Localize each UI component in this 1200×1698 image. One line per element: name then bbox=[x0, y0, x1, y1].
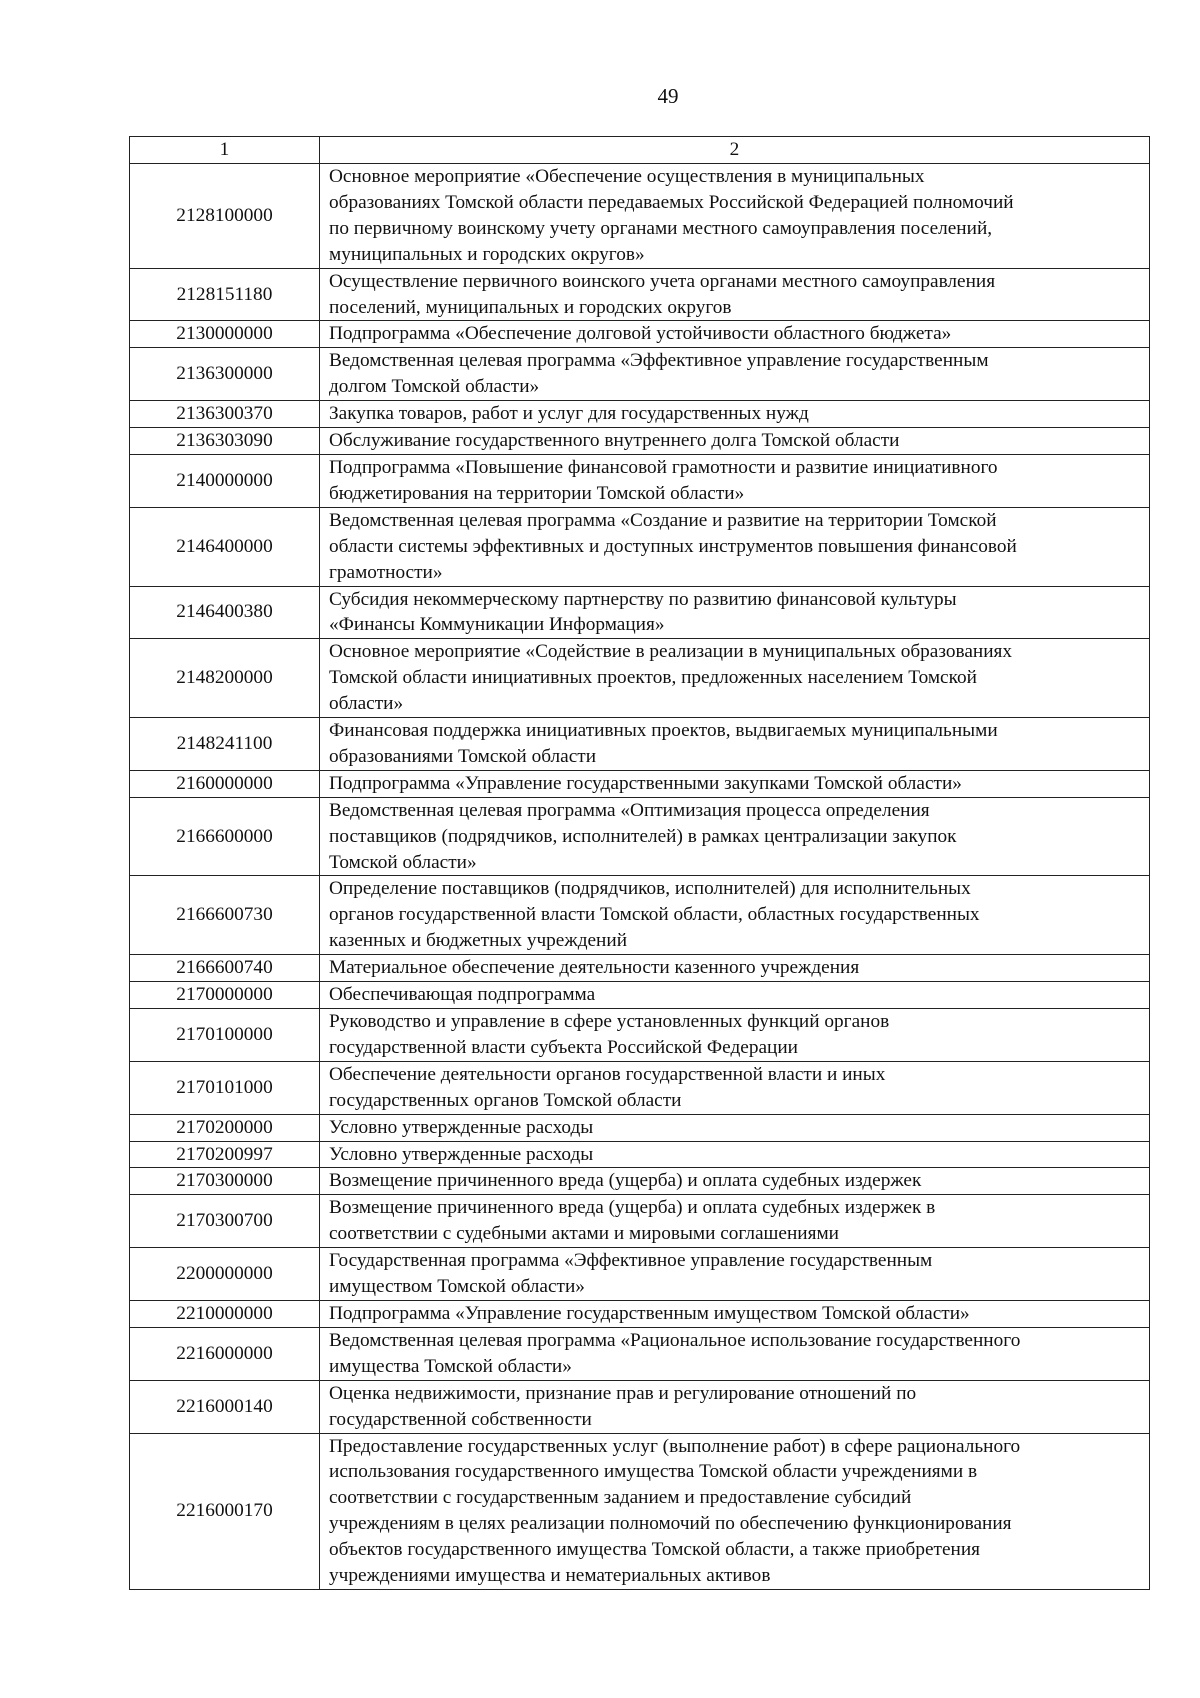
table-row bbox=[130, 770, 1150, 797]
description-line: «Финансы Коммуникации Информация» bbox=[329, 614, 665, 636]
description-line: Возмещение причиненного вреда (ущерба) и оплата судебных издержек в bbox=[329, 1197, 936, 1219]
row-description bbox=[320, 1168, 1150, 1195]
description-line: использования государственного имущества Томской области учреждениями в bbox=[329, 1461, 978, 1483]
row-description bbox=[320, 401, 1150, 428]
table-row bbox=[130, 164, 1150, 269]
table-row bbox=[130, 1327, 1150, 1380]
description-line: Томской области инициативных проектов, предложенных населением Томской bbox=[329, 667, 977, 689]
row-description bbox=[320, 348, 1150, 401]
description-line: государственной власти субъекта Российской Федерации bbox=[329, 1036, 798, 1058]
row-description bbox=[320, 1195, 1150, 1248]
description-line: Ведомственная целевая программа «Оптимизация процесса определения bbox=[329, 799, 930, 821]
table-row bbox=[130, 955, 1150, 982]
row-description bbox=[320, 1248, 1150, 1301]
description-line: казенных и бюджетных учреждений bbox=[329, 930, 628, 952]
table-row bbox=[130, 401, 1150, 428]
table-row bbox=[130, 1195, 1150, 1248]
row-code: 2170200000 bbox=[130, 1114, 320, 1141]
description-line: грамотности» bbox=[329, 561, 443, 583]
row-description bbox=[320, 586, 1150, 639]
table-row bbox=[130, 586, 1150, 639]
description-line: Подпрограмма «Обеспечение долговой устойчивости областного бюджета» bbox=[329, 323, 952, 345]
table-row bbox=[130, 876, 1150, 955]
row-description bbox=[320, 428, 1150, 455]
row-code: 2170000000 bbox=[130, 982, 320, 1009]
row-description bbox=[320, 982, 1150, 1009]
row-code: 2136300370 bbox=[130, 401, 320, 428]
table-row bbox=[130, 1061, 1150, 1114]
row-code: 2128100000 bbox=[130, 164, 320, 269]
table-row bbox=[130, 797, 1150, 876]
table-row bbox=[130, 454, 1150, 507]
description-line: Подпрограмма «Управление государственными закупками Томской области» bbox=[329, 772, 962, 794]
page-number: 49 bbox=[657, 84, 679, 108]
description-line: учреждениями имущества и нематериальных активов bbox=[329, 1565, 771, 1587]
row-description bbox=[320, 1009, 1150, 1062]
row-code: 2216000140 bbox=[130, 1380, 320, 1433]
description-line: Предоставление государственных услуг (выполнение работ) в сфере рационального bbox=[329, 1435, 1021, 1457]
row-code: 2146400000 bbox=[130, 507, 320, 586]
description-line: Субсидия некоммерческому партнерству по развитию финансовой культуры bbox=[329, 588, 957, 610]
row-code: 2166600740 bbox=[130, 955, 320, 982]
row-code: 2148200000 bbox=[130, 639, 320, 718]
table-row bbox=[130, 321, 1150, 348]
row-description bbox=[320, 268, 1150, 321]
description-line: Возмещение причиненного вреда (ущерба) и оплата судебных издержек bbox=[329, 1170, 922, 1192]
description-line: Подпрограмма «Повышение финансовой грамотности и развитие инициативного bbox=[329, 456, 998, 478]
row-code: 2200000000 bbox=[130, 1248, 320, 1301]
table-row bbox=[130, 507, 1150, 586]
description-line: соответствии с судебными актами и мировыми соглашениями bbox=[329, 1223, 839, 1245]
description-line: имущества Томской области» bbox=[329, 1355, 572, 1377]
table-row bbox=[130, 1380, 1150, 1433]
row-description bbox=[320, 955, 1150, 982]
description-line: Обслуживание государственного внутреннего долга Томской области bbox=[329, 430, 900, 452]
table-row bbox=[130, 348, 1150, 401]
table-row bbox=[130, 1009, 1150, 1062]
row-description bbox=[320, 1141, 1150, 1168]
row-description bbox=[320, 1327, 1150, 1380]
description-line: Материальное обеспечение деятельности казенного учреждения bbox=[329, 957, 860, 979]
description-line: области системы эффективных и доступных инструментов повышения финансовой bbox=[329, 535, 1017, 557]
row-description bbox=[320, 164, 1150, 269]
description-line: имуществом Томской области» bbox=[329, 1276, 585, 1298]
description-line: муниципальных и городских округов» bbox=[329, 243, 645, 265]
description-line: государственной собственности bbox=[329, 1408, 592, 1430]
description-line: поставщиков (подрядчиков, исполнителей) в рамках централизации закупок bbox=[329, 825, 957, 847]
table-row bbox=[130, 639, 1150, 718]
description-line: Обеспечение деятельности органов государственной власти и иных bbox=[329, 1063, 886, 1085]
row-code: 2170100000 bbox=[130, 1009, 320, 1062]
description-line: объектов государственного имущества Томской области, а также приобретения bbox=[329, 1539, 981, 1561]
description-line: Определение поставщиков (подрядчиков, исполнителей) для исполнительных bbox=[329, 878, 971, 900]
description-line: органов государственной власти Томской области, областных государственных bbox=[329, 904, 980, 926]
row-code: 2146400380 bbox=[130, 586, 320, 639]
row-code: 2148241100 bbox=[130, 718, 320, 771]
table-row bbox=[130, 1248, 1150, 1301]
description-line: Основное мероприятие «Обеспечение осуществления в муниципальных bbox=[329, 166, 925, 187]
table-row bbox=[130, 1300, 1150, 1327]
description-line: области» bbox=[329, 693, 404, 715]
description-line: Оценка недвижимости, признание прав и регулирование отношений по bbox=[329, 1382, 917, 1404]
row-description bbox=[320, 507, 1150, 586]
description-line: Обеспечивающая подпрограмма bbox=[329, 984, 596, 1006]
description-line: образованиями Томской области bbox=[329, 745, 597, 767]
description-line: долгом Томской области» bbox=[329, 376, 540, 398]
column-header-2: 2 bbox=[320, 137, 1150, 164]
row-description bbox=[320, 770, 1150, 797]
row-description bbox=[320, 321, 1150, 348]
row-code: 2136300000 bbox=[130, 348, 320, 401]
table-row bbox=[130, 1141, 1150, 1168]
row-code: 2216000000 bbox=[130, 1327, 320, 1380]
row-code: 2170300700 bbox=[130, 1195, 320, 1248]
row-code: 2170200997 bbox=[130, 1141, 320, 1168]
description-line: Финансовая поддержка инициативных проектов, выдвигаемых муниципальными bbox=[329, 720, 998, 742]
description-line: Условно утвержденные расходы bbox=[329, 1116, 594, 1138]
row-code: 2166600730 bbox=[130, 876, 320, 955]
row-description bbox=[320, 639, 1150, 718]
description-line: бюджетирования на территории Томской области» bbox=[329, 482, 745, 504]
row-code: 2170300000 bbox=[130, 1168, 320, 1195]
row-description bbox=[320, 1300, 1150, 1327]
row-code: 2130000000 bbox=[130, 321, 320, 348]
row-code: 2140000000 bbox=[130, 454, 320, 507]
description-line: поселений, муниципальных и городских округов bbox=[329, 296, 732, 318]
description-line: образованиях Томской области передаваемых Российской Федерацией полномочий bbox=[329, 191, 1014, 213]
table-row bbox=[130, 1114, 1150, 1141]
table-row bbox=[130, 982, 1150, 1009]
table-row bbox=[130, 718, 1150, 771]
row-description bbox=[320, 876, 1150, 955]
description-line: Руководство и управление в сфере установленных функций органов bbox=[329, 1011, 890, 1032]
budget-code-table bbox=[129, 136, 1150, 1590]
row-code: 2216000170 bbox=[130, 1433, 320, 1589]
table-row bbox=[130, 428, 1150, 455]
table-row bbox=[130, 1433, 1150, 1589]
description-line: Основное мероприятие «Содействие в реализации в муниципальных образованиях bbox=[329, 641, 1013, 663]
row-code: 2128151180 bbox=[130, 268, 320, 321]
table-row bbox=[130, 268, 1150, 321]
table-header-row bbox=[130, 137, 1150, 164]
row-code: 2170101000 bbox=[130, 1061, 320, 1114]
description-line: учреждениям в целях реализации полномочий по обеспечению функционирования bbox=[329, 1513, 1012, 1535]
description-line: Закупка товаров, работ и услуг для государственных нужд bbox=[329, 403, 809, 425]
description-line: по первичному воинскому учету органами местного самоуправления поселений, bbox=[329, 217, 993, 239]
row-code: 2210000000 bbox=[130, 1300, 320, 1327]
column-header-1: 1 bbox=[130, 137, 320, 164]
description-line: Ведомственная целевая программа «Рациональное использование государственного bbox=[329, 1329, 1021, 1351]
description-line: Томской области» bbox=[329, 851, 477, 873]
description-line: Условно утвержденные расходы bbox=[329, 1143, 594, 1165]
description-line: Осуществление первичного воинского учета органами местного самоуправления bbox=[329, 270, 996, 292]
row-description bbox=[320, 718, 1150, 771]
row-description bbox=[320, 1061, 1150, 1114]
description-line: соответствии с государственным заданием и предоставление субсидий bbox=[329, 1487, 912, 1509]
table-row bbox=[130, 1168, 1150, 1195]
description-line: Ведомственная целевая программа «Эффективное управление государственным bbox=[329, 350, 989, 372]
row-code: 2160000000 bbox=[130, 770, 320, 797]
row-description bbox=[320, 454, 1150, 507]
row-description bbox=[320, 797, 1150, 876]
row-description bbox=[320, 1433, 1150, 1589]
description-line: Ведомственная целевая программа «Создание и развитие на территории Томской bbox=[329, 509, 997, 531]
row-code: 2166600000 bbox=[130, 797, 320, 876]
row-description bbox=[320, 1380, 1150, 1433]
row-description bbox=[320, 1114, 1150, 1141]
description-line: государственных органов Томской области bbox=[329, 1089, 682, 1111]
description-line: Подпрограмма «Управление государственным имуществом Томской области» bbox=[329, 1302, 970, 1324]
row-code: 2136303090 bbox=[130, 428, 320, 455]
description-line: Государственная программа «Эффективное управление государственным bbox=[329, 1250, 933, 1272]
